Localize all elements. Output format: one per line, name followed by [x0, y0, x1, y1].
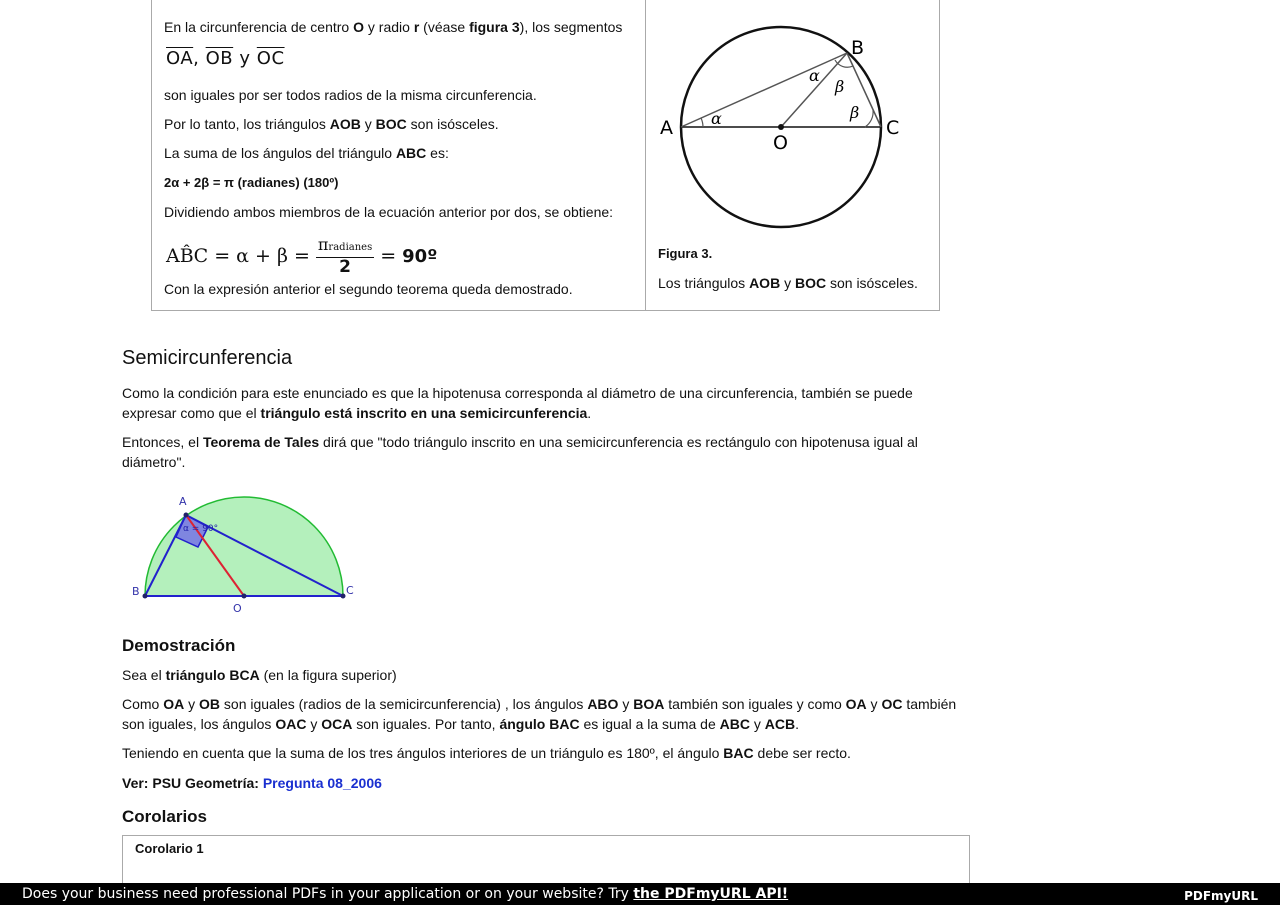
angle-arc-a — [701, 118, 703, 127]
figure-3-title: Figura 3. — [658, 246, 713, 261]
segment-ab — [681, 53, 847, 127]
center-point — [778, 124, 784, 130]
section-heading-semicircunferencia: Semicircunferencia — [122, 347, 293, 369]
semi-paragraph-1: Como la condición para este enunciado es que la hipotenusa corresponda al diámetro de una circunferencia, también se puede expresar como que el triángulo está inscrito en una semicircunferencia. — [122, 385, 913, 421]
proof-paragraph-1: En la circunferencia de centro O y radio r (véase figura 3), los segmentos — [164, 19, 623, 35]
fig3-beta-c: β — [850, 103, 860, 122]
demo-paragraph-1: Sea el triángulo BCA (en la figura superior) — [122, 667, 397, 683]
see-also-line — [122, 773, 382, 793]
semi-paragraph-2: Entonces, el Teorema de Tales dirá que "todo triángulo inscrito en una semicircunferencia es rectángulo con hipotenusa igual al diámetro". — [122, 434, 918, 470]
figure-3-caption: Los triángulos AOB y BOC son isósceles. — [658, 275, 918, 291]
fig3-label-a: A — [660, 117, 673, 139]
section-heading-corolarios: Corolarios — [122, 807, 208, 826]
figure-3-circle-diagram — [655, 20, 915, 240]
corolario-box — [122, 835, 970, 886]
proof-paragraph-7: Con la expresión anterior el segundo teorema queda demostrado. — [164, 281, 573, 297]
banner-text: Does your business need professional PDFs in your application or on your website? Try the PDFmyURL API! — [22, 886, 789, 902]
fig3-label-c: C — [886, 117, 900, 139]
promo-banner — [0, 883, 1280, 905]
fig3-beta-b: β — [835, 77, 845, 96]
proof-paragraph-4: La suma de los ángulos del triángulo ABC es: — [164, 145, 449, 161]
right-angle-label: α = 90° — [183, 524, 219, 534]
see-also-label: Ver: PSU Geometría: — [122, 775, 263, 791]
semicircle-figure — [122, 490, 362, 620]
fig3-label-o: O — [773, 132, 788, 154]
angle-sum-equation: 2α + 2β = π (radianes) (180º) — [164, 175, 339, 190]
semi-label-c: C — [346, 584, 354, 597]
semi-label-b: B — [132, 585, 140, 598]
semi-label-o: O — [233, 602, 242, 615]
corolario-1-title: Corolario 1 — [135, 841, 204, 856]
proof-paragraph-3: Por lo tanto, los triángulos AOB y BOC son isósceles. — [164, 116, 499, 132]
fig3-alpha-a: α — [711, 109, 722, 128]
demo-paragraph-2: Como OA y OB son iguales (radios de la semicircunferencia) , los ángulos ABO y BOA también son iguales y como OA y OC también son iguales, los ángulos OAC y OCA son iguales. Por tanto, ángulo BAC es igual a la suma de ABC y ACB. — [122, 696, 957, 732]
fig3-alpha-b: α — [809, 66, 820, 85]
segment-list: $\overline{OA}$, $\overline{OB}$ y $\overline{OC}$ — [166, 48, 285, 69]
result-formula: AB̂C = α + β = $\frac{\text{πradianes}}{2}$ = 90º — [166, 235, 438, 277]
fig3-label-b: B — [851, 37, 865, 59]
table-divider — [645, 0, 646, 310]
demo-paragraph-3: Teniendo en cuenta que la suma de los tres ángulos interiores de un triángulo es 180º, el ángulo BAC debe ser recto. — [122, 745, 851, 761]
point-c — [341, 594, 346, 599]
semi-label-a: A — [179, 495, 187, 508]
point-b — [143, 594, 148, 599]
pdfmyurl-logo[interactable]: PDFmyURL — [1184, 889, 1258, 903]
pregunta-link[interactable]: Pregunta 08_2006 — [262, 775, 382, 791]
angle-arc-c — [865, 110, 873, 127]
section-heading-demostracion: Demostración — [122, 636, 236, 655]
proof-paragraph-6: Dividiendo ambos miembros de la ecuación anterior por dos, se obtiene: — [164, 204, 614, 220]
point-o — [242, 594, 247, 599]
proof-paragraph-2: son iguales por ser todos radios de la misma circunferencia. — [164, 87, 537, 103]
point-a — [184, 513, 189, 518]
api-link[interactable]: the PDFmyURL API! — [633, 886, 789, 902]
